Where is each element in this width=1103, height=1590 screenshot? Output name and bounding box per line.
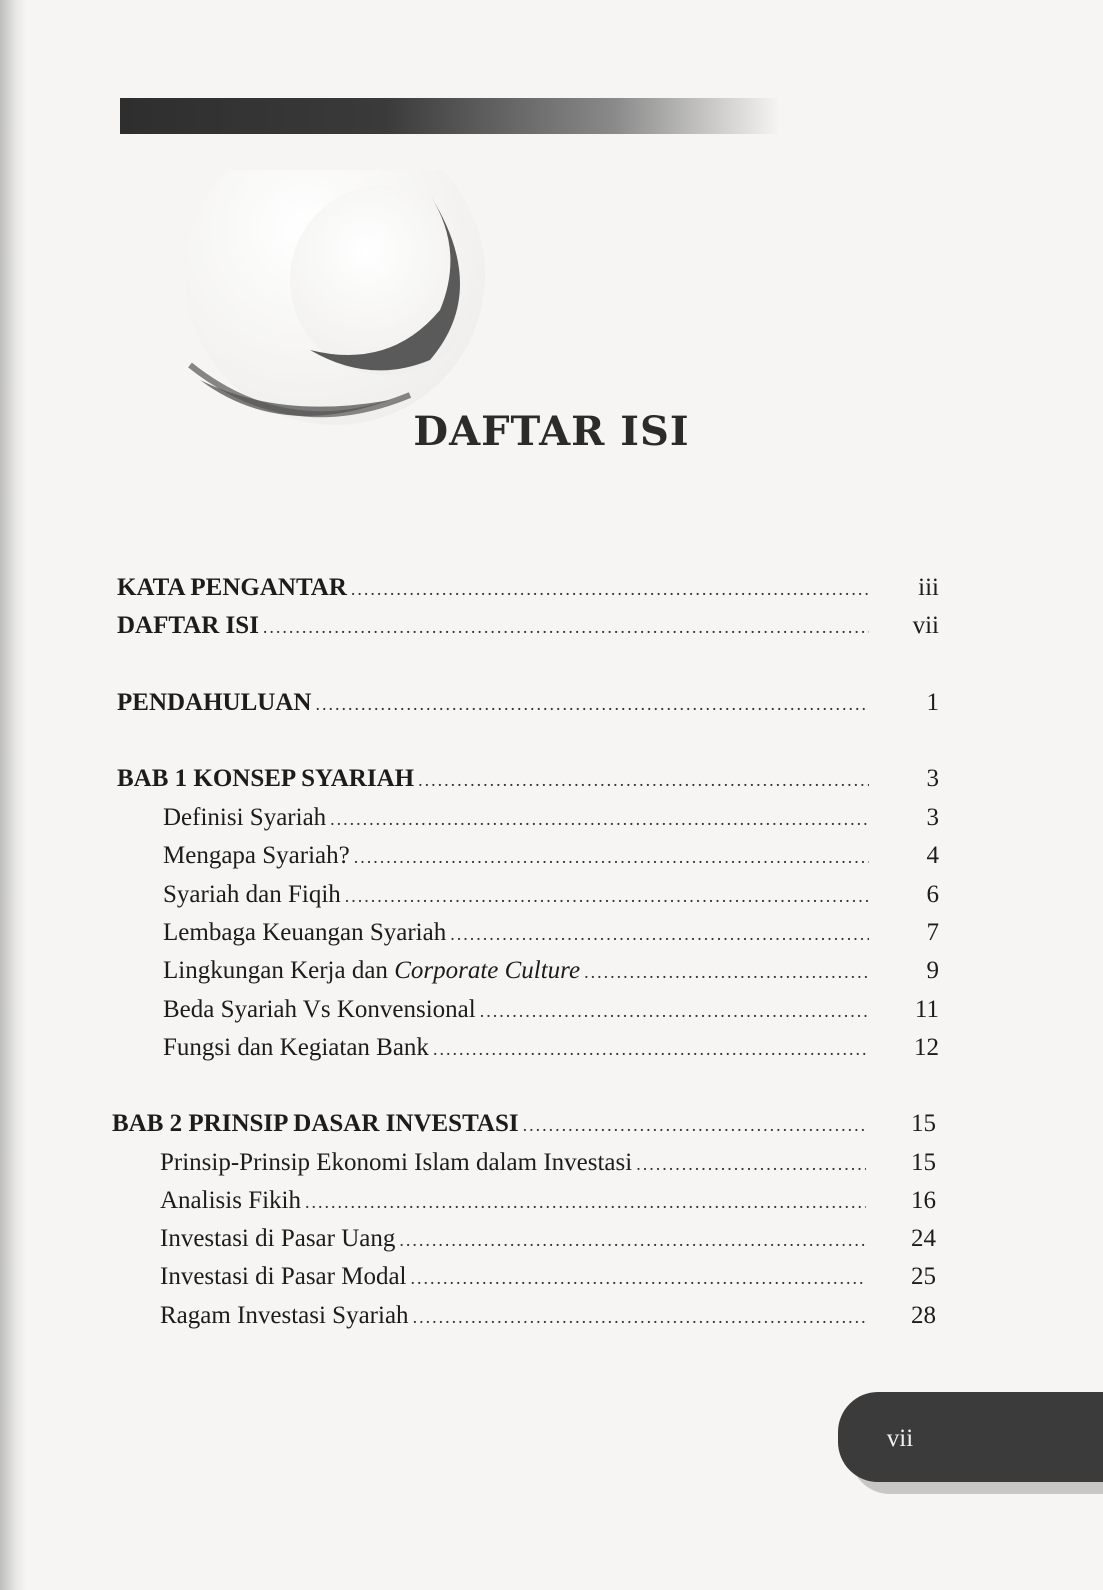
toc-entry — [160, 1264, 936, 1289]
toc-entry — [163, 1035, 939, 1060]
toc-entry — [117, 575, 939, 600]
toc-entry-page: 7 — [926, 919, 939, 946]
toc-entry — [160, 1303, 936, 1328]
toc-entry — [163, 882, 939, 907]
dot-leader — [399, 1231, 866, 1249]
dot-leader — [345, 887, 869, 905]
toc-entry-label: Syariah dan Fiqih — [163, 881, 341, 908]
dot-leader — [305, 1193, 866, 1211]
toc-entry — [117, 766, 939, 791]
toc-entry-label: Mengapa Syariah? — [163, 842, 350, 869]
dot-leader — [410, 1269, 866, 1287]
toc-entry — [117, 613, 939, 638]
toc-entry-label: Investasi di Pasar Modal — [160, 1263, 407, 1290]
toc-entry-page: 6 — [926, 881, 939, 908]
dot-leader — [413, 1308, 866, 1326]
toc-entry-page: 15 — [911, 1149, 936, 1176]
dot-leader — [523, 1116, 866, 1134]
toc-entry-label: Prinsip-Prinsip Ekonomi Islam dalam Investasi — [160, 1149, 633, 1176]
toc-entry-label: Beda Syariah Vs Konvensional — [163, 996, 476, 1023]
toc-entry-label: BAB 2 PRINSIP DASAR INVESTASI — [112, 1110, 519, 1137]
toc-entry-label: Investasi di Pasar Uang — [160, 1225, 396, 1252]
toc-entry-page: 12 — [914, 1034, 939, 1061]
toc-entry-label: KATA PENGANTAR — [117, 574, 347, 601]
toc-entry-label: Analisis Fikih — [160, 1187, 301, 1214]
toc-entry-label: DAFTAR ISI — [117, 612, 259, 639]
toc-entry-page: 25 — [911, 1263, 936, 1290]
toc-entry-page: 16 — [911, 1187, 936, 1214]
dot-leader — [636, 1155, 866, 1173]
toc-entry-page: 11 — [914, 996, 939, 1023]
toc-entry-label: Lembaga Keuangan Syariah — [163, 919, 447, 946]
toc-entry-page: 1 — [926, 689, 939, 716]
toc-entry-label: BAB 1 KONSEP SYARIAH — [117, 765, 415, 792]
toc-entry-label — [163, 958, 580, 983]
toc-entry-page: 24 — [911, 1225, 936, 1252]
toc-entry-page: 4 — [926, 842, 939, 869]
toc-entry — [163, 958, 939, 983]
toc-entry — [160, 1150, 936, 1175]
toc-entry — [160, 1226, 936, 1251]
toc-entry-page: 3 — [926, 765, 939, 792]
toc-entry-page: 15 — [911, 1110, 936, 1137]
dot-leader — [450, 925, 869, 943]
page-title: DAFTAR ISI — [413, 408, 690, 455]
toc-entry-page: 3 — [926, 804, 939, 831]
toc-entry-page: 9 — [926, 957, 939, 984]
dot-leader — [584, 963, 869, 981]
toc-entry-label-prefix: Lingkungan Kerja dan — [163, 957, 395, 984]
toc-entry — [163, 997, 939, 1022]
toc-entry-page: 28 — [911, 1302, 936, 1329]
toc-entry-label-italic: Corporate Culture — [394, 957, 581, 984]
toc-entry — [160, 1188, 936, 1213]
dot-leader — [433, 1040, 869, 1058]
toc-entry-page: iii — [918, 574, 939, 601]
toc-entry-label: Definisi Syariah — [163, 804, 327, 831]
dot-leader — [315, 695, 869, 713]
dot-leader — [351, 580, 869, 598]
toc-entry — [112, 1111, 936, 1136]
dot-leader — [480, 1002, 869, 1020]
toc-entry — [163, 843, 939, 868]
dot-leader — [354, 848, 869, 866]
dot-leader — [330, 810, 869, 828]
toc-entry — [117, 690, 939, 715]
toc-entry-label: Fungsi dan Kegiatan Bank — [163, 1034, 429, 1061]
toc-entry — [163, 920, 939, 945]
page-number: vii — [886, 1425, 914, 1452]
toc-entry-label: Ragam Investasi Syariah — [160, 1302, 409, 1329]
toc-entry-label: PENDAHULUAN — [117, 689, 312, 716]
dot-leader — [418, 771, 869, 789]
toc-entry — [163, 805, 939, 830]
toc-entry-page: vii — [912, 612, 939, 639]
dot-leader — [263, 618, 869, 636]
